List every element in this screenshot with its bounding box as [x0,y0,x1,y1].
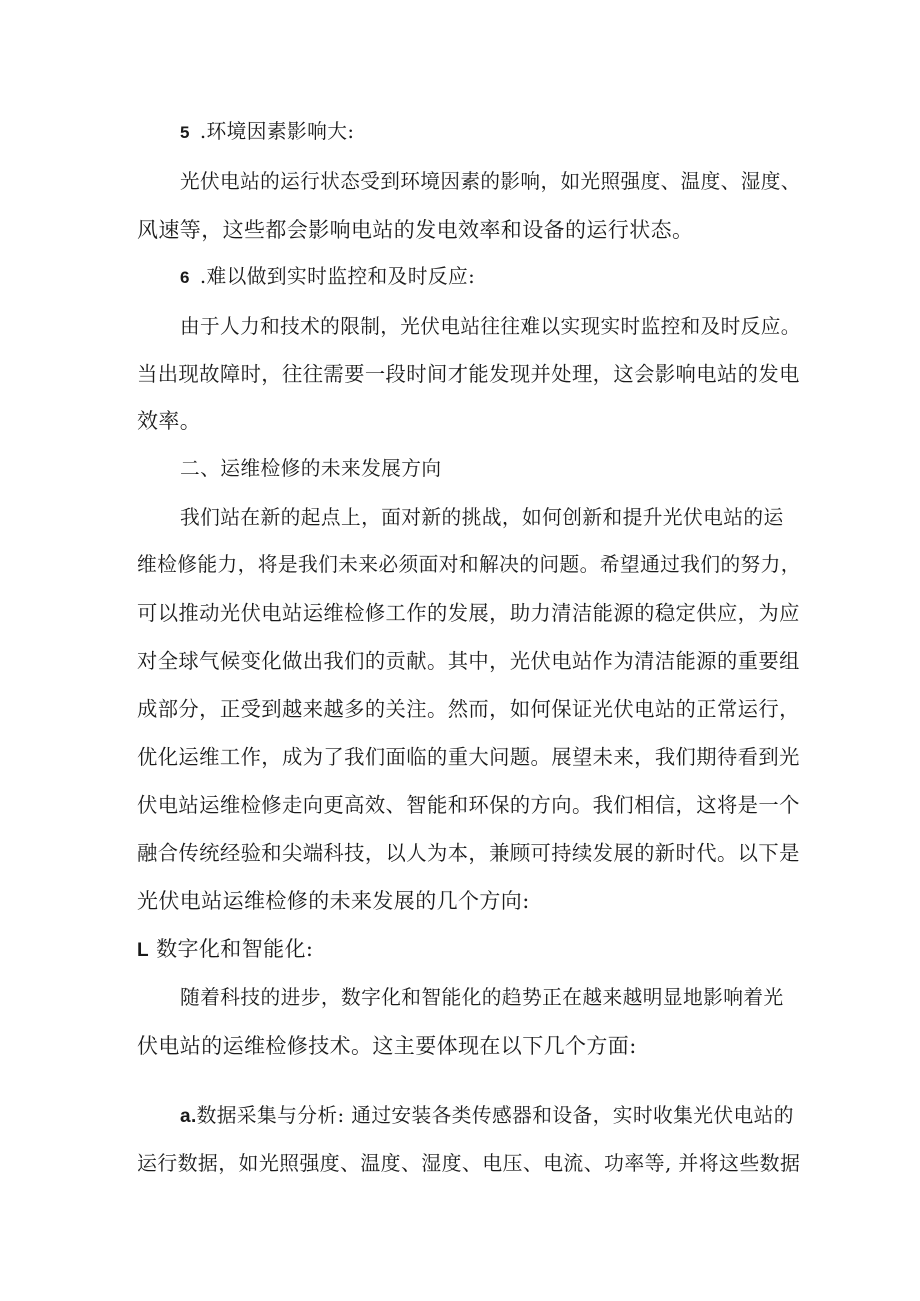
section-2-para-line-1: 我们站在新的起点上，面对新的挑战，如何创新和提升光伏电站的运 [180,506,784,529]
section-2-para-line-5: 成部分，正受到越来越多的关注。然而，如何保证光伏电站的正常运行， [137,697,800,721]
sub-item-a-label: a. [180,1106,197,1127]
direction-1-para-line-2: 伏电站的运维检修技术。这主要体现在以下几个方面: [137,1034,637,1058]
item-6-number: 6 [180,268,190,287]
section-2-para-line-8: 融合传统经验和尖端科技，以人为本，兼顾可持续发展的新时代。以下是 [137,841,800,865]
section-2-heading: 二、运维检修的未来发展方向 [180,457,442,480]
direction-1-label: L [137,940,150,961]
sub-item-a-line-1 [180,1101,840,1132]
section-2-para-line-9: 光伏电站运维检修的未来发展的几个方向: [137,889,530,913]
item-6-para-line-3: 效率。 [137,409,202,433]
item-5-para-line-1: 光伏电站的运行状态受到环境因素的影响，如光照强度、温度、湿度、 [180,170,801,193]
section-2-para-line-7: 伏电站运维检修走向更高效、智能和环保的方向。我们相信，这将是一个 [137,793,800,817]
item-6-para-line-2: 当出现故障时，往往需要一段时间才能发现并处理，这会影响电站的发电 [137,362,800,386]
item-6-heading [180,262,840,293]
sub-item-a-text-1: 数据采集与分析: 通过安装各类传感器和设备，实时收集光伏电站的 [196,1104,794,1127]
direction-1-heading-text: 数字化和智能化: [156,937,314,961]
section-2-para-line-3: 可以推动光伏电站运维检修工作的发展，助力清洁能源的稳定供应，为应 [137,601,800,625]
section-2-para-line-2: 维检修能力，将是我们未来必须面对和解决的问题。希望通过我们的努力， [137,553,801,576]
section-2-para-line-4: 对全球气候变化做出我们的贡献。其中，光伏电站作为清洁能源的重要组 [137,649,800,673]
item-5-para-line-2: 风速等，这些都会影响电站的发电效率和设备的运行状态。 [137,218,694,242]
direction-1-para-line-1: 随着科技的进步，数字化和智能化的趋势正在越来越明显地影响着光 [180,986,784,1009]
direction-1-heading [137,934,797,966]
item-6-para-line-1: 由于人力和技术的限制，光伏电站往往难以实现实时监控和及时反应。 [180,315,801,338]
section-2-para-line-6: 优化运维工作，成为了我们面临的重大问题。展望未来，我们期待看到光 [137,745,800,769]
item-6-heading-text: .难以做到实时监控和及时反应: [199,265,476,288]
item-5-heading-text: .环境因素影响大: [199,120,355,143]
item-5-heading [180,117,840,148]
item-5-number: 5 [180,123,190,142]
sub-item-a-line-2: 运行数据，如光照强度、温度、湿度、电压、电流、功率等, 并将这些数据 [137,1152,801,1175]
